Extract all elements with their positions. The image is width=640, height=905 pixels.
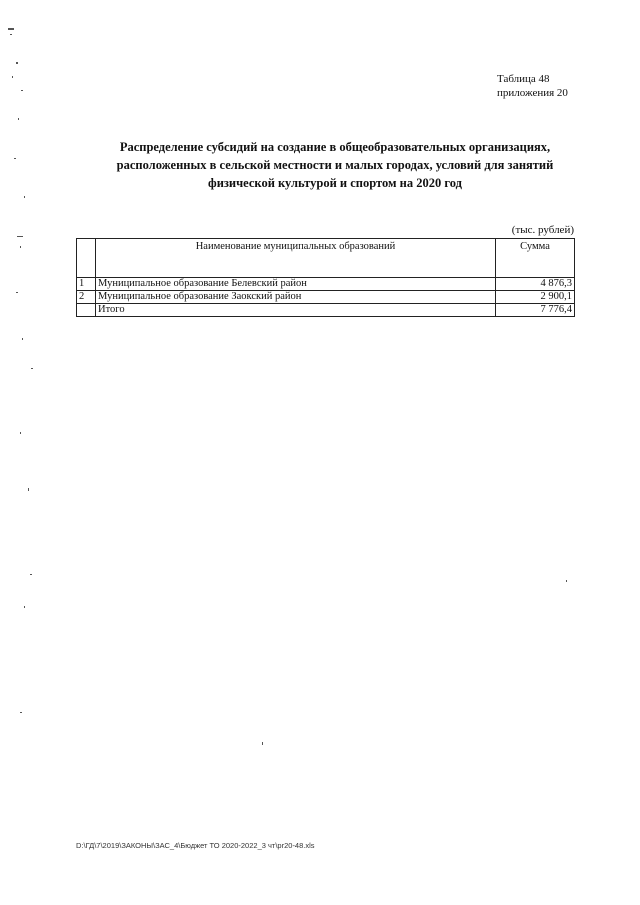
title-line-3: физической культурой и спортом на 2020 год <box>208 176 462 190</box>
total-number <box>77 304 96 317</box>
row-sum: 2 900,1 <box>496 291 575 304</box>
header-name-cell: Наименование муниципальных образований <box>96 239 496 278</box>
row-sum: 4 876,3 <box>496 278 575 291</box>
row-name: Муниципальное образование Заокский район <box>96 291 496 304</box>
subsidy-table <box>76 238 575 317</box>
units-note: (тыс. рублей) <box>511 224 574 236</box>
table-header-row <box>77 239 575 278</box>
table-row <box>77 291 575 304</box>
row-number: 1 <box>77 278 96 291</box>
appendix-number: приложения 20 <box>497 87 568 99</box>
row-number: 2 <box>77 291 96 304</box>
total-label: Итого <box>96 304 496 317</box>
header-number-cell <box>77 239 96 278</box>
table-number: Таблица 48 <box>497 73 550 85</box>
file-path-footer: D:\ГД\7\2019\ЗАКОНЫ\ЗАС_4\Бюджет ТО 2020-2022_3 чт\pr20-48.xls <box>76 841 315 850</box>
row-name: Муниципальное образование Белевский район <box>96 278 496 291</box>
title-line-2: расположенных в сельской местности и малых городах, условий для занятий <box>116 158 554 172</box>
table-total-row <box>77 304 575 317</box>
table-number-label-block <box>497 72 568 100</box>
table-row <box>77 278 575 291</box>
document-title <box>100 138 570 192</box>
title-line-1: Распределение субсидий на создание в общеобразовательных организациях, <box>119 140 551 154</box>
total-sum: 7 776,4 <box>496 304 575 317</box>
header-sum-cell: Сумма <box>496 239 575 278</box>
